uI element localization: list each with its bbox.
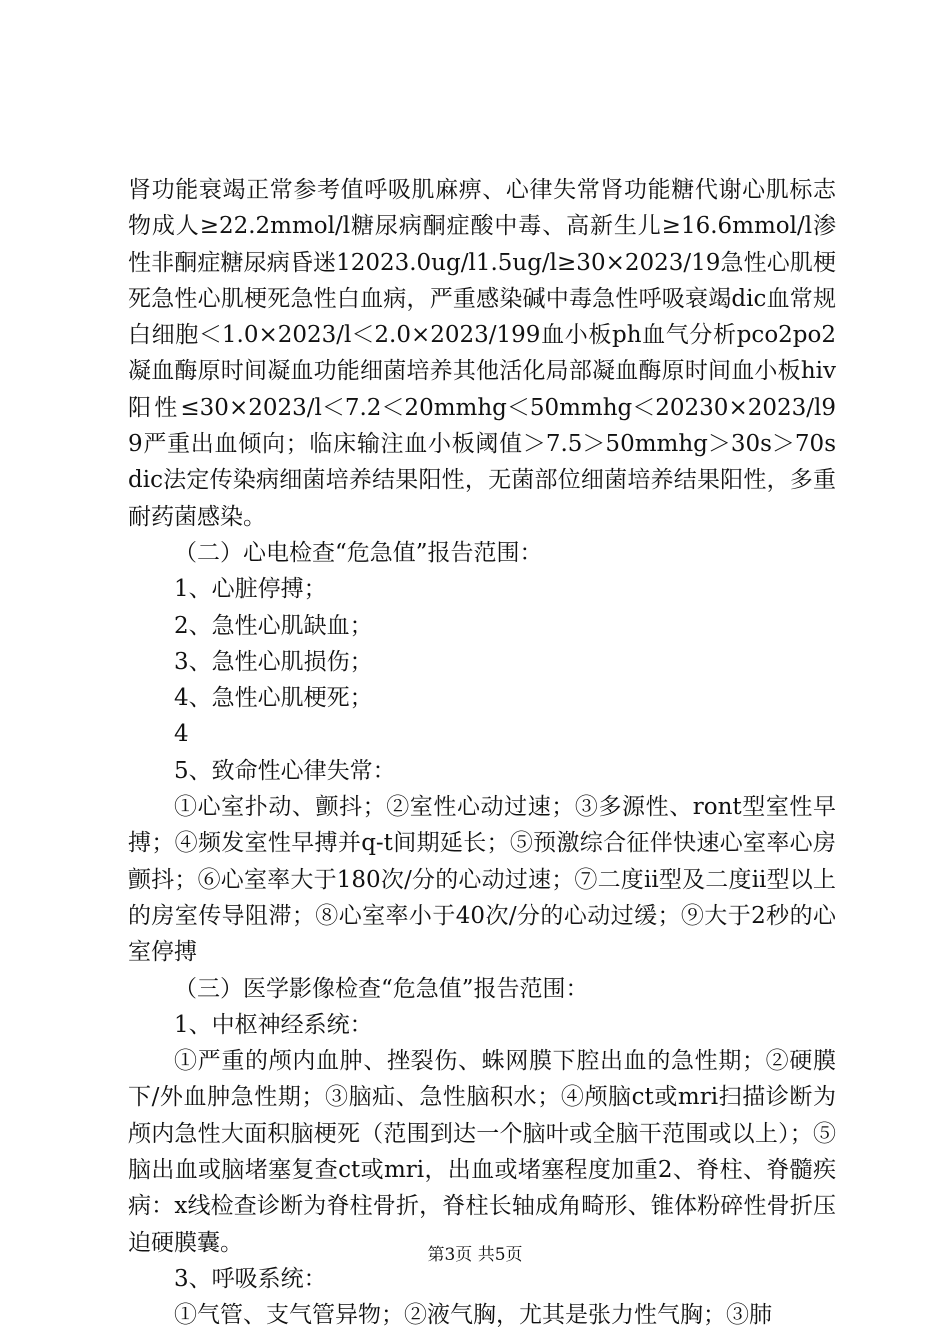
paragraph-respiratory-details: ①气管、支气管异物；②液气胸，尤其是张力性气胸；③肺 — [174, 1302, 772, 1329]
section-heading-imaging: （三）医学影像检查“危急值”报告范围： — [174, 975, 589, 1002]
section-heading-ecg: （二）心电检查“危急值”报告范围： — [174, 539, 543, 566]
list-item: 1、中枢神经系统： — [174, 1011, 373, 1038]
paragraph-cns-details: ①严重的颅内血肿、挫裂伤、蛛网膜下腔出血的急性期；②硬膜下/外血肿急性期；③脑疝、急性脑积水；④颅脑ct或mri扫描诊断为颅内急性大面积脑梗死（范围到达一个脑叶或全脑干范围或以上）；⑤脑出血或脑堵塞复查ct或mri，出血或堵塞程度加重2、脊柱、脊髓疾病：x线检查诊断为脊柱骨折，脊柱长轴成角畸形、锥体粉碎性骨折压迫硬膜囊。 — [128, 1048, 836, 1256]
page-number: 第3页 共5页 — [427, 1245, 523, 1265]
list-item: 1、心脏停搏； — [174, 576, 327, 603]
paragraph-lab-values: 肾功能衰竭正常参考值呼吸肌麻痹、心律失常肾功能糖代谢心肌标志物成人≥22.2mmol/l糖尿病酮症酸中毒、高新生儿≥16.6mmol/l渗性非酮症糖尿病昏迷12023.0ug/l1.5ug/l≥30×2023/19急性心肌梗死急性心肌梗死急性白血病，严重感染碱中毒急性呼吸衰竭dic血常规白细胞＜1.0×2023/l＜2.0×2023/199血小板ph血气分析pco2po2凝血酶原时间凝血功能细菌培养其他活化局部凝血酶原时间血小板hiv阳性≤30×2023/l＜7.2＜20mmhg＜50mmhg＜20230×2023/l99严重出血倾向；临床输注血小板阈值＞7.5＞50mmhg＞30s＞70sdic法定传染病细菌培养结果阳性，无菌部位细菌培养结果阳性，多重耐药菌感染。 — [128, 177, 836, 530]
list-item: 3、呼吸系统： — [174, 1265, 327, 1292]
list-item: 4 — [174, 721, 189, 748]
list-item: 5、致命性心律失常： — [174, 757, 396, 784]
paragraph-arrhythmia-details: ①心室扑动、颤抖；②室性心动过速；③多源性、ront型室性早搏；④频发室性早搏并q-t间期延长；⑤预激综合征伴快速心室率心房颤抖；⑥心室率大于180次/分的心动过速；⑦二度ii型及二度ii型以上的房室传导阻滞；⑧心室率小于40次/分的心动过缓；⑨大于2秒的心室停搏 — [128, 794, 836, 966]
list-item: 4、急性心肌梗死； — [174, 685, 373, 712]
document-body — [128, 172, 836, 1334]
list-item: 3、急性心肌损伤； — [174, 648, 373, 675]
list-item: 2、急性心肌缺血； — [174, 612, 373, 639]
